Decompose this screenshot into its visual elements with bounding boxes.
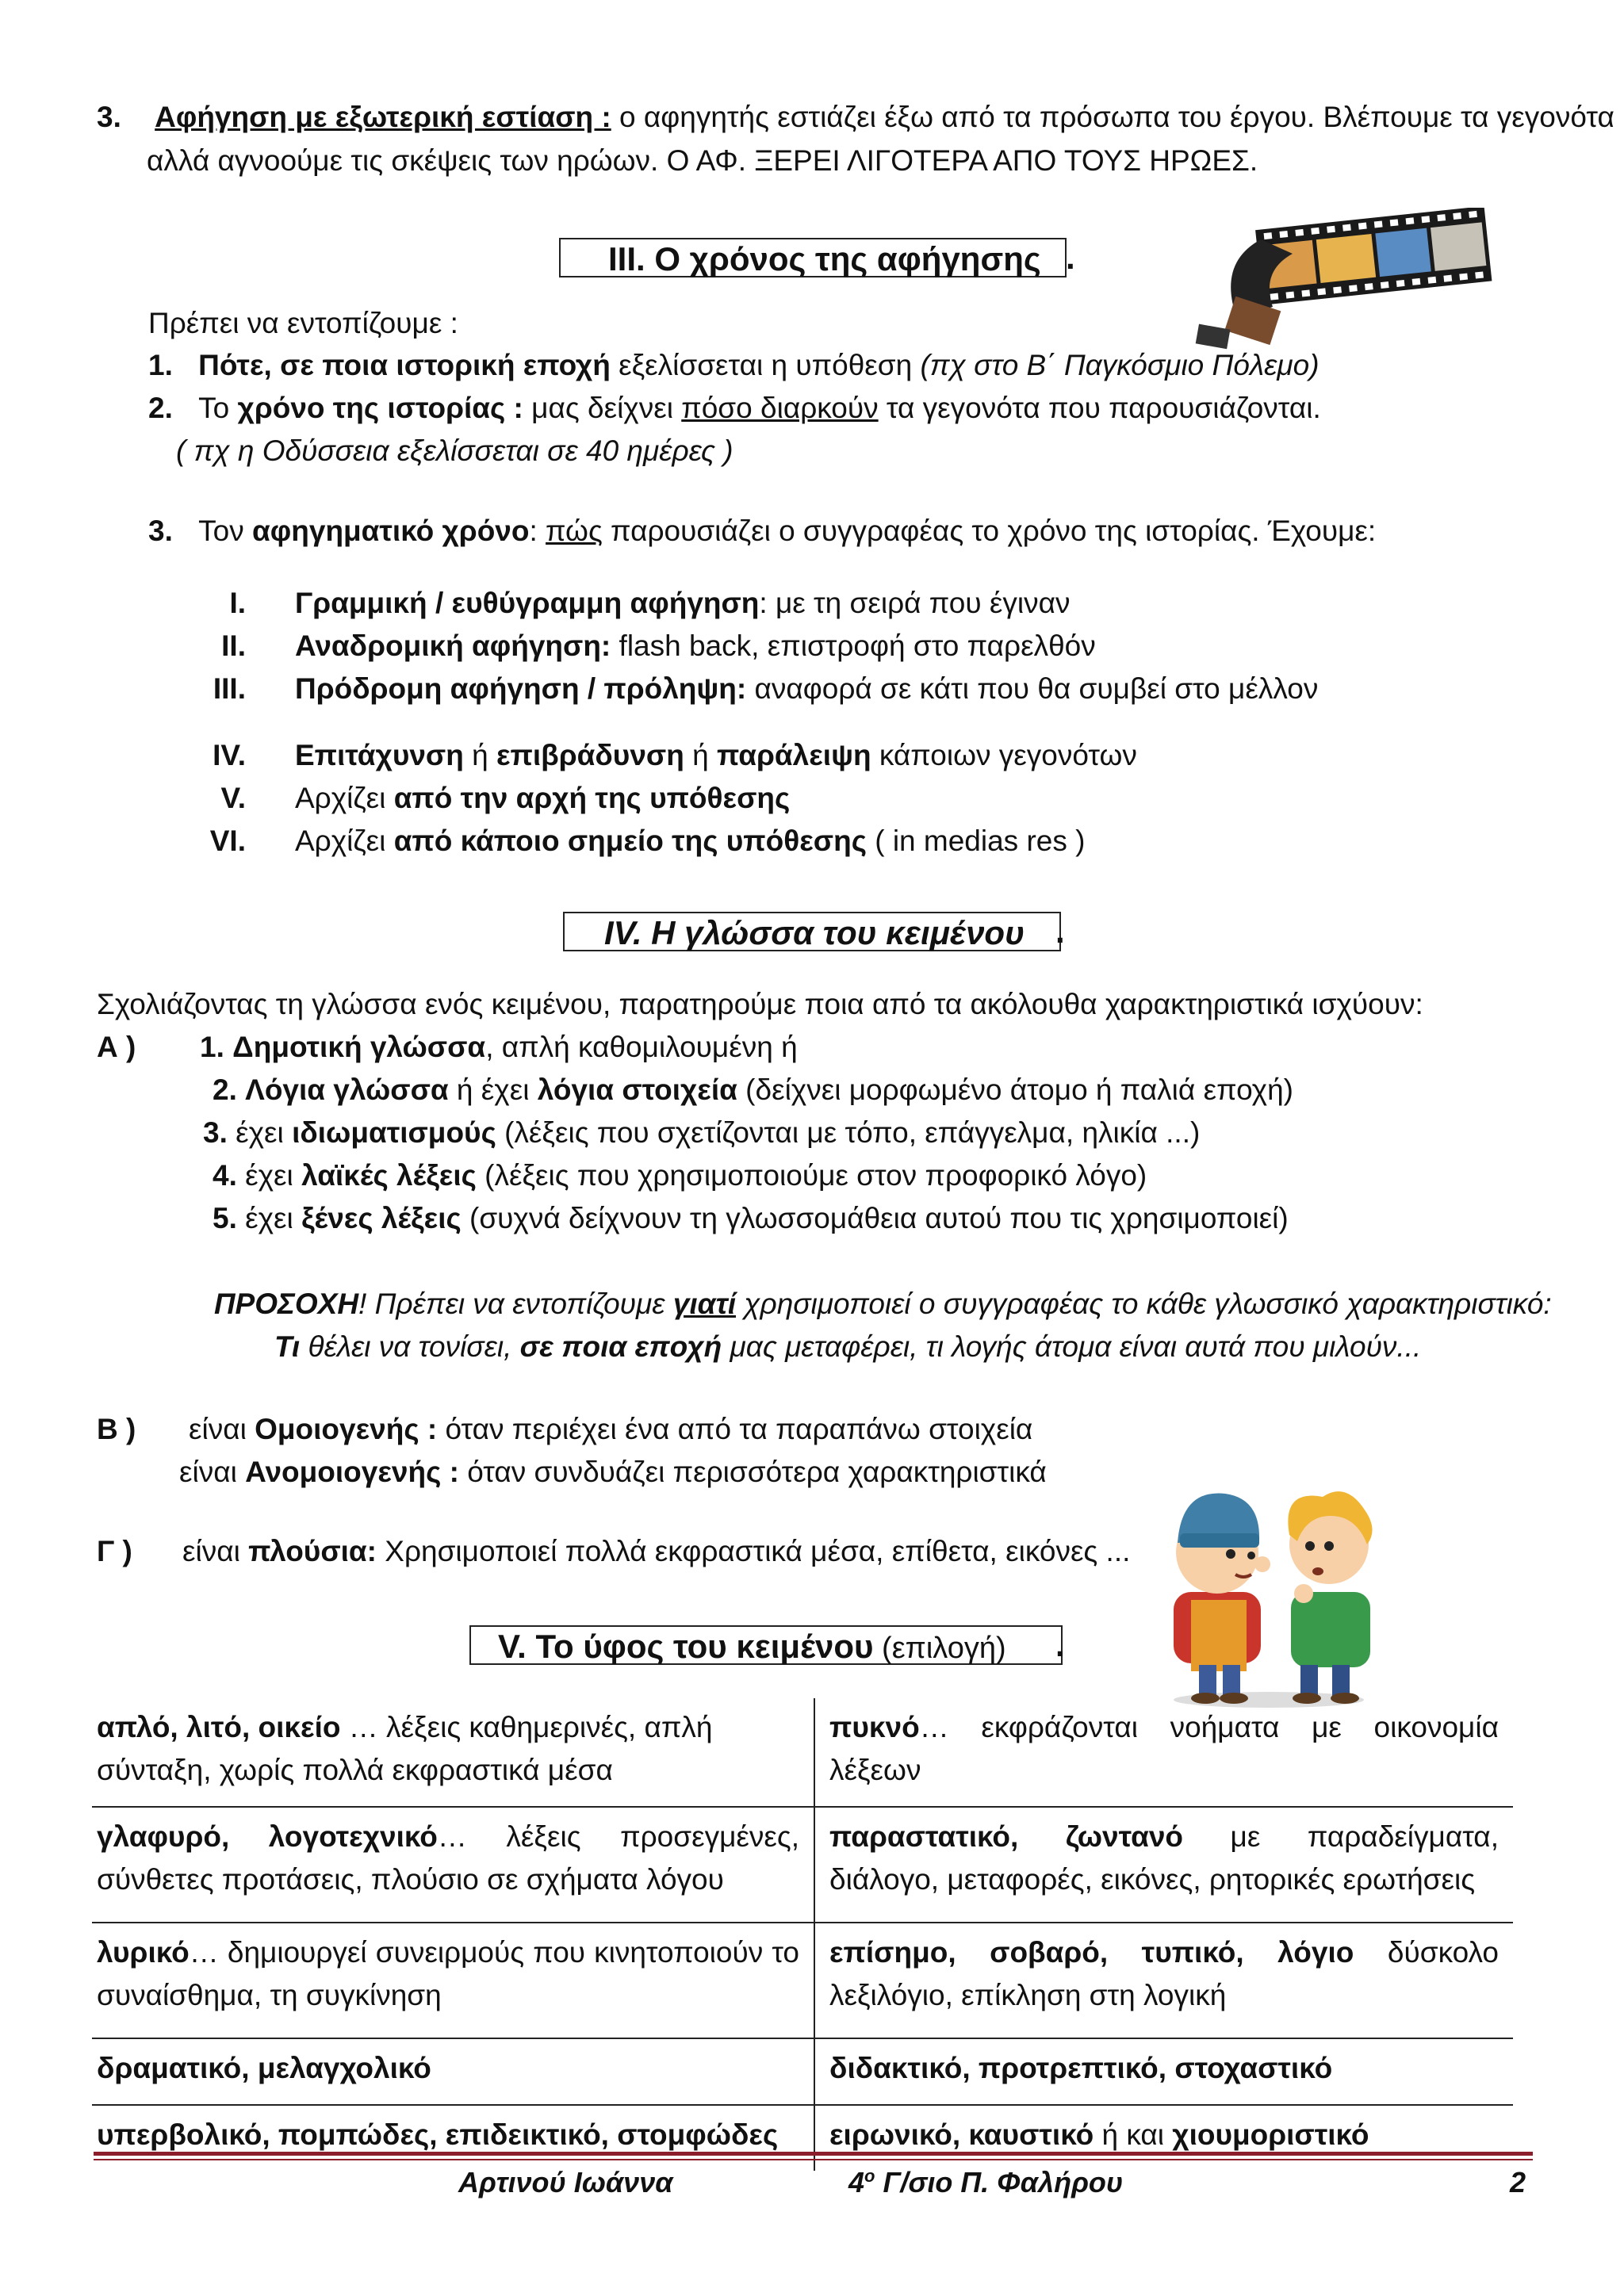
style-cell	[814, 2105, 1513, 2171]
style-cell	[92, 1923, 814, 2038]
lang-b2	[179, 1454, 1047, 1490]
time-item-1-text: εξελίσσεται η υπόθεση	[610, 349, 921, 381]
lang-a2	[213, 1072, 1293, 1108]
table-row	[92, 2105, 1513, 2171]
style-term: παραστατικό, ζωντανό	[829, 1820, 1184, 1853]
style-desc: … δημιουργεί συνειρμούς που κινητοποιούν το συναίσθημα, τη συγκίνηση	[97, 1936, 799, 2011]
style-term: πυκνό	[829, 1711, 920, 1743]
roman-4-b1: Επιτάχυνση	[295, 739, 464, 771]
time-item-2	[148, 390, 1321, 427]
lang-g-bold: πλούσια:	[248, 1535, 377, 1567]
lang-g	[182, 1533, 1130, 1570]
style-cell	[92, 1698, 814, 1807]
lang-a1	[200, 1029, 798, 1066]
style-cell	[814, 1807, 1513, 1923]
footer-rule	[94, 2152, 1533, 2156]
time-heading-dot: .	[1066, 239, 1075, 276]
lang-note-t1: ! Πρέπει να εντοπίζουμε	[358, 1288, 673, 1320]
lang-g-text: Χρησιμοποιεί πολλά εκφραστικά μέσα, επίθετα, εικόνες ...	[376, 1535, 1131, 1567]
lang-a5-num: 5.	[213, 1202, 237, 1234]
lang-note2-t1: θέλει να τονίσει,	[300, 1330, 520, 1363]
style-desc: με παραδείγματα, διάλογο, μεταφορές, εικόνες, ρητορικές ερωτήσεις	[829, 1820, 1499, 1896]
time-item-3	[148, 513, 1376, 549]
time-item-2-end: τα γεγονότα που παρουσιάζονται.	[878, 392, 1321, 424]
lang-note-warning: ΠΡΟΣΟΧΗ	[214, 1288, 359, 1320]
lang-a2-bold2: λόγια στοιχεία	[537, 1073, 737, 1106]
style-term: ειρωνικό, καυστικό	[829, 2118, 1094, 2151]
style-term: υπερβολικό, πομπώδες, επιδεικτικό, στομφώδες	[97, 2118, 779, 2151]
roman-5-bold: από την αρχή της υπόθεσης	[393, 782, 791, 814]
time-item-2-pre: Το	[198, 392, 238, 424]
roman-1-text: : με τη σειρά που έγιναν	[759, 587, 1071, 619]
style-table	[92, 1698, 1513, 2171]
lang-a3-text: (λέξεις που σχετίζονται με τόπο, επάγγελμα, ηλικία ...)	[496, 1116, 1201, 1149]
lang-a2-t2: (δείχνει μορφωμένο άτομο ή παλιά εποχή)	[737, 1073, 1293, 1106]
style-desc: ή και	[1094, 2118, 1173, 2151]
table-row	[92, 1807, 1513, 1923]
lang-note2-b2: σε ποια εποχή	[519, 1330, 722, 1363]
lang-note-t2: χρησιμοποιεί ο συγγραφέας το κάθε γλωσσικό χαρακτηριστικό:	[736, 1288, 1552, 1320]
lang-note-why: γιατί	[672, 1288, 737, 1320]
roman-3	[295, 671, 1318, 707]
lang-b2-text: όταν συνδυάζει περισσότερα χαρακτηριστικά	[458, 1456, 1047, 1488]
roman-4-num: IV.	[213, 739, 246, 771]
lang-a-label: Α )	[97, 1031, 136, 1063]
lang-a3-num: 3.	[203, 1116, 228, 1149]
lang-b1-pre: είναι	[189, 1413, 255, 1445]
style-term: επίσημο, σοβαρό, τυπικό, λόγιο	[829, 1936, 1354, 1969]
time-item-2-example-text: ( πχ η Οδύσσεια εξελίσσεται σε 40 ημέρες )	[176, 434, 733, 467]
roman-6-bold: από κάποιο σημείο της υπόθεσης	[393, 825, 867, 857]
roman-3-text: αναφορά σε κάτι που θα συμβεί στο μέλλον	[746, 672, 1319, 705]
roman-2-num: II.	[221, 629, 246, 662]
lang-note-1	[214, 1286, 1552, 1322]
film-strip-icon	[1142, 208, 1499, 350]
style-cell	[814, 1923, 1513, 2038]
time-item-1-bold: Πότε, σε ποια ιστορική εποχή	[198, 349, 611, 381]
style-heading-box	[469, 1625, 1063, 1665]
lang-a5-text: (συχνά δείχνουν τη γλωσσομάθεια αυτού που τις χρησιμοποιεί)	[461, 1202, 1289, 1234]
time-item-2-text: μας δείχνει	[523, 392, 682, 424]
lang-a3	[203, 1115, 1200, 1151]
time-item-1	[148, 347, 1320, 384]
time-item-3-underlined: πώς	[546, 515, 603, 547]
lang-a4-text: (λέξεις που χρησιμοποιούμε στον προφορικό λόγο)	[476, 1159, 1147, 1192]
footer-school	[848, 2166, 1123, 2199]
time-heading: III. Ο χρόνος της αφήγησης	[608, 240, 1041, 277]
style-desc: … λέξεις καθημερινές, απλή σύνταξη, χωρίς πολλά εκφραστικά μέσα	[97, 1711, 713, 1786]
s3-line1	[97, 99, 1614, 136]
lang-a2-t1: ή έχει	[448, 1073, 538, 1106]
lang-a1-text: , απλή καθομιλουμένη ή	[485, 1031, 798, 1063]
roman-4-t2: ή	[684, 739, 717, 771]
table-row	[92, 2038, 1513, 2105]
roman-2-text: flash back, επιστροφή στο παρελθόν	[611, 629, 1096, 662]
roman-5-num: V.	[220, 782, 246, 814]
lang-a5-pre: έχει	[245, 1202, 302, 1234]
time-item-3-num: 3.	[148, 515, 173, 547]
roman-6-end: ( in medias res )	[866, 825, 1086, 857]
lang-a2-bold: Λόγια γλώσσα	[245, 1073, 449, 1106]
table-row	[92, 1923, 1513, 2038]
style-term: λυρικό	[97, 1936, 190, 1969]
lang-a4	[213, 1158, 1147, 1194]
lang-note2-b1: Τι	[274, 1330, 301, 1363]
time-item-2-bold: χρόνο της ιστορίας :	[237, 392, 523, 424]
roman-1-num: I.	[229, 587, 246, 619]
roman-1-bold: Γραμμική / ευθύγραμμη αφήγηση	[295, 587, 760, 619]
time-heading-box	[559, 238, 1067, 277]
style-cell	[92, 1807, 814, 1923]
time-item-1-num: 1.	[148, 349, 173, 381]
time-item-3-pre: Τον	[198, 515, 253, 547]
roman-4-t1: ή	[463, 739, 496, 771]
lang-b1-bold: Ομοιογενής :	[255, 1413, 438, 1445]
lang-a1-bold: Δημοτική γλώσσα	[232, 1031, 486, 1063]
lang-a5	[213, 1200, 1289, 1237]
lang-a3-pre: έχει	[236, 1116, 293, 1149]
style-heading-dot: .	[1055, 1626, 1065, 1663]
roman-6-text: Αρχίζει	[295, 825, 394, 857]
roman-6-num: VI.	[209, 825, 246, 857]
lang-b2-bold: Ανομοιογενής :	[245, 1456, 459, 1488]
lang-heading-dot: .	[1055, 913, 1065, 950]
time-item-2-num: 2.	[148, 392, 173, 424]
roman-4-b3: παράλειψη	[716, 739, 871, 771]
style-term: χιουμοριστικό	[1172, 2118, 1369, 2151]
s3-title: Αφήγηση με εξωτερική εστίαση :	[155, 101, 611, 133]
style-cell	[92, 2105, 814, 2171]
lang-b1	[189, 1411, 1032, 1448]
lang-a5-bold: ξένες λέξεις	[301, 1202, 462, 1234]
style-term: διδακτικό, προτρεπτικό, στοχαστικό	[829, 2052, 1333, 2084]
lang-heading-box	[563, 912, 1061, 951]
s3-text1: ο αφηγητής εστιάζει έξω από τα πρόσωπα του έργου. Βλέπουμε τα γεγονότα	[611, 101, 1614, 133]
lang-a4-bold: λαϊκές λέξεις	[301, 1159, 477, 1192]
time-item-3-colon: :	[529, 515, 546, 547]
time-item-2-underlined: πόσο διαρκούν	[681, 392, 879, 424]
time-intro: Πρέπει να εντοπίζουμε :	[148, 307, 458, 339]
page-number: 2	[1510, 2166, 1526, 2198]
lang-a4-num: 4.	[213, 1159, 237, 1192]
roman-2-bold: Αναδρομική αφήγηση:	[295, 629, 611, 662]
footer-school-name: Γ/σιο Π. Φαλήρου	[875, 2166, 1124, 2198]
roman-3-bold: Πρόδρομη αφήγηση / πρόληψη:	[295, 672, 747, 705]
style-desc: δύσκολο λεξιλόγιο, επίκληση στη λογική	[829, 1936, 1500, 2011]
roman-3-num: III.	[213, 672, 246, 705]
lang-b-label: Β )	[97, 1413, 136, 1445]
style-term: δραματικό, μελαγχολικό	[97, 2052, 431, 2084]
lang-a4-pre: έχει	[245, 1159, 302, 1192]
table-row	[92, 1698, 1513, 1807]
footer-author: Αρτινού Ιωάννα	[458, 2166, 673, 2198]
style-desc: … λέξεις προσεγμένες, σύνθετες προτάσεις, πλούσιο σε σχήματα λόγου	[97, 1820, 799, 1896]
style-cell	[814, 1698, 1513, 1807]
footer-rule-thin	[94, 2159, 1533, 2160]
time-item-3-bold: αφηγηματικό χρόνο	[252, 515, 530, 547]
s3-number: 3.	[97, 101, 121, 133]
lang-intro: Σχολιάζοντας τη γλώσσα ενός κειμένου, παρατηρούμε ποια από τα ακόλουθα χαρακτηριστικά ισχύουν:	[97, 988, 1423, 1020]
style-term: γλαφυρό, λογοτεχνικό	[97, 1820, 438, 1853]
roman-6	[295, 823, 1085, 859]
lang-g-label: Γ )	[97, 1535, 132, 1567]
roman-4-t3: κάποιων γεγονότων	[871, 739, 1137, 771]
style-cell	[92, 2038, 814, 2105]
footer-school-sup: ο	[864, 2166, 875, 2186]
style-desc: … εκφράζονται νοήματα με οικονομία λέξεων	[829, 1711, 1499, 1786]
lang-a2-num: 2.	[213, 1073, 237, 1106]
roman-1	[295, 585, 1071, 622]
lang-b1-text: όταν περιέχει ένα από τα παραπάνω στοιχεία	[437, 1413, 1033, 1445]
roman-5-text: Αρχίζει	[295, 782, 394, 814]
style-term: απλό, λιτό, οικείο	[97, 1711, 341, 1743]
lang-a1-num: 1.	[200, 1031, 224, 1063]
lang-g-pre: είναι	[182, 1535, 249, 1567]
style-heading-note: (επιλογή)	[873, 1632, 1006, 1665]
lang-b2-pre: είναι	[179, 1456, 246, 1488]
style-cell	[814, 2038, 1513, 2105]
footer-school-num: 4	[848, 2166, 865, 2198]
time-item-1-example: (πχ στο Β΄ Παγκόσμιο Πόλεμο)	[920, 349, 1320, 381]
style-heading: V. Το ύφος του κειμένου	[498, 1628, 874, 1665]
lang-note2-t2: μας μεταφέρει, τι λογής άτομα είναι αυτά που μιλούν...	[722, 1330, 1422, 1363]
lang-note-2	[274, 1329, 1421, 1365]
two-boys-illustration	[1142, 1457, 1396, 1711]
roman-2	[295, 628, 1096, 664]
s3-line2: αλλά αγνοούμε τις σκέψεις των ηρώων. Ο ΑΦ. ΞΕΡΕΙ ΛΙΓΟΤΕΡΑ ΑΠΟ ΤΟΥΣ ΗΡΩΕΣ.	[147, 144, 1258, 177]
time-item-2-example	[176, 433, 733, 469]
roman-5	[295, 780, 790, 817]
roman-4-b2: επιβράδυνση	[496, 739, 684, 771]
lang-a3-bold: ιδιωματισμούς	[292, 1116, 496, 1149]
lang-heading: IV. Η γλώσσα του κειμένου	[604, 914, 1025, 951]
roman-4	[295, 737, 1137, 774]
time-item-3-end: παρουσιάζει ο συγγραφέας το χρόνο της ιστορίας. Έχουμε:	[602, 515, 1377, 547]
